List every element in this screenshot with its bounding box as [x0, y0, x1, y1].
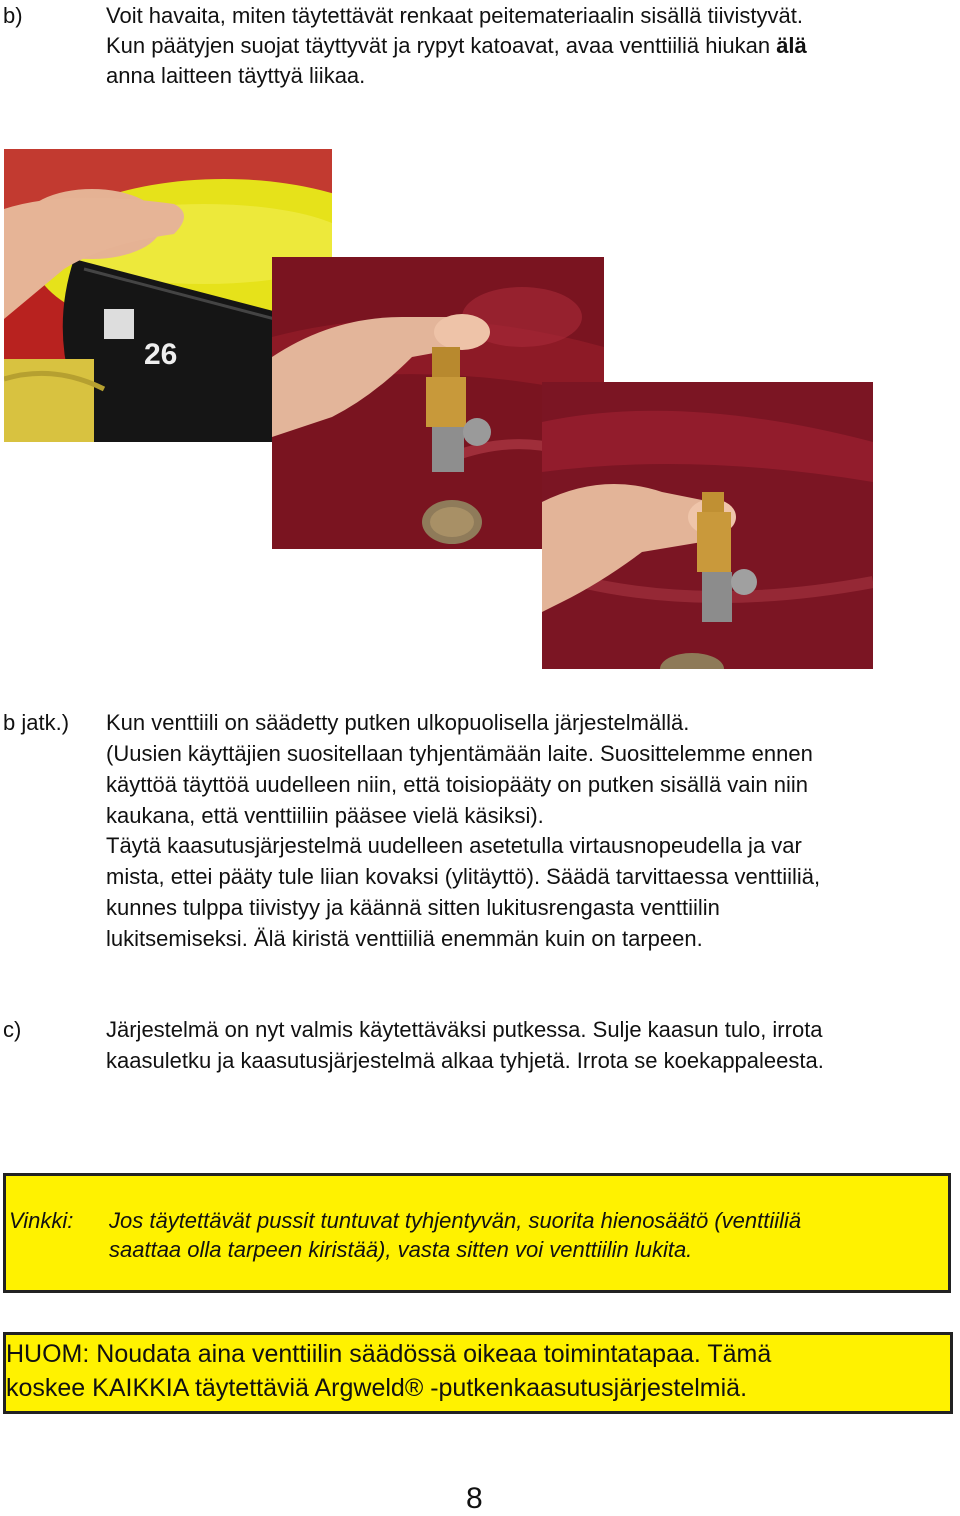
section-b-label: b)	[3, 3, 23, 28]
section-b-cont-line-4: kaukana, että venttiiliin pääsee vielä käsiksi).	[106, 803, 544, 828]
photo-valve-locked-image	[542, 382, 873, 669]
section-b-cont-line-1: Kun venttiili on säädetty putken ulkopuolisella järjestelmällä.	[106, 710, 690, 735]
page-number: 8	[466, 1482, 483, 1515]
section-c-line-2: kaasuletku ja kaasutusjärjestelmä alkaa tyhjetä. Irrota se koekappaleesta.	[106, 1048, 824, 1073]
section-b-line-1: Voit havaita, miten täytettävät renkaat peitemateriaalin sisällä tiivistyvät.	[106, 3, 804, 28]
section-b-line-3: anna laitteen täyttyä liikaa.	[106, 63, 366, 88]
svg-text:26: 26	[144, 338, 178, 371]
section-b-cont-line-8: lukitsemiseksi. Älä kiristä venttiiliä enemmän kuin on tarpeen.	[106, 926, 703, 951]
note-line-2: koskee KAIKKIA täytettäviä Argweld® -putkenkaasutusjärjestelmiä.	[6, 1374, 748, 1402]
section-c-label: c)	[3, 1017, 22, 1042]
section-b-cont-line-7: kunnes tulppa tiivistyy ja käännä sitten lukitusrengasta venttiilin	[106, 895, 720, 920]
tip-label: Vinkki:	[9, 1208, 74, 1233]
section-b-cont-line-3: käyttöä täyttöä uudelleen niin, että toisiopääty on putken sisällä vain niin	[106, 772, 809, 797]
section-b-cont-label: b jatk.)	[3, 710, 70, 735]
section-b-cont-line-2: (Uusien käyttäjien suositellaan tyhjentämään laite. Suosittelemme ennen	[106, 741, 813, 766]
note-line-1: HUOM: Noudata aina venttiilin säädössä oikeaa toimintatapaa. Tämä	[6, 1340, 772, 1368]
tip-box	[3, 1173, 951, 1293]
note-box	[3, 1332, 953, 1414]
photo-valve-locked	[542, 382, 873, 669]
section-b-cont-line-6: mista, ettei pääty tule liian kovaksi (ylitäyttö). Säädä tarvittaessa venttiiliä,	[106, 864, 821, 889]
tip-line-2: saattaa olla tarpeen kiristää), vasta sitten voi venttiilin lukita.	[109, 1237, 693, 1262]
tip-line-1: Jos täytettävät pussit tuntuvat tyhjentyvän, suorita hienosäätö (venttiiliä	[109, 1208, 802, 1233]
emphasis-do-not: älä	[776, 33, 807, 58]
section-c-line-1: Järjestelmä on nyt valmis käytettäväksi putkessa. Sulje kaasun tulo, irrota	[106, 1017, 823, 1042]
section-b-line-2: Kun päätyjen suojat täyttyvät ja rypyt katoavat, avaa venttiiliä hiukan älä	[106, 33, 807, 58]
section-b-cont-line-5: Täytä kaasutusjärjestelmä uudelleen asetetulla virtausnopeudella ja var	[106, 833, 802, 858]
